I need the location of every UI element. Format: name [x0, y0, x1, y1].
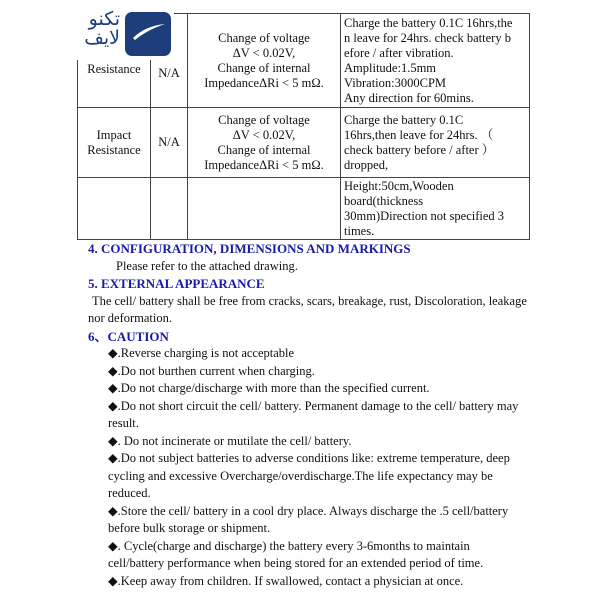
section-6-title: 6、CAUTION — [88, 328, 169, 344]
section-5-title: 5. EXTERNAL APPEARANCE — [88, 276, 265, 291]
method-cell: Charge the battery 0.1C 16hrs,the n leave for 24hrs. check battery b efore / after vibration. Amplitude:1.5mm Vibration:3000CPM Any direction for 60mins. — [341, 14, 530, 108]
criteria-cell: N/A — [151, 108, 188, 178]
caution-item: ◆.Store the cell/ battery in a cool dry place. Always discharge the .5 cell/battery before bulk storage or shipment. — [108, 503, 509, 535]
table-row — [78, 108, 530, 178]
result-cell: Change of voltage ΔV < 0.02V, Change of internal ImpedanceΔRi < 5 mΩ. — [188, 108, 341, 178]
criteria-cell — [151, 178, 188, 240]
item-cell: Resistance — [78, 14, 151, 108]
caution-item: ◆.Keep away from children. If swallowed, contact a physician at once. — [108, 573, 464, 588]
caution-item: ◆.Do not charge/discharge with more than the specified current. — [108, 381, 430, 395]
table-row — [78, 178, 530, 240]
section-4-text: Please refer to the attached drawing. — [116, 258, 298, 273]
caution-item: ◆.Do not subject batteries to adverse conditions like: extreme temperature, deep cycling and excessive Overcharge/overdischarge.The life expectancy may be reduced. — [108, 451, 510, 500]
caution-item: ◆. Do not incinerate or mutilate the cell/ battery. — [108, 433, 352, 448]
criteria-cell: N/A — [151, 14, 188, 108]
section-5-text: The cell/ battery shall be free from cracks, scars, breakage, rust, Discoloration, leakage nor deformation. — [88, 293, 527, 325]
method-cell: Height:50cm,Wooden board(thickness 30mm)Direction not specified 3 times. — [341, 178, 530, 240]
logo-mark-icon — [125, 12, 171, 56]
item-cell: Impact Resistance — [78, 108, 151, 178]
caution-item: ◆. Cycle(charge and discharge) the battery every 3-6months to maintain cell/battery performance when being stored for an extended period of time. — [108, 538, 484, 570]
document-body — [88, 240, 528, 590]
result-cell — [188, 178, 341, 240]
method-cell: Charge the battery 0.1C 16hrs,then leave for 24hrs. （ check battery before / after ） dropped, — [341, 108, 530, 178]
caution-item: ◆.Do not burthen current when charging. — [108, 363, 315, 378]
section-4-title: 4. CONFIGURATION, DIMENSIONS AND MARKINGS — [88, 241, 411, 256]
item-cell — [78, 178, 151, 240]
result-cell: Change of voltage ΔV < 0.02V, Change of internal ImpedanceΔRi < 5 mΩ. — [188, 14, 341, 108]
caution-item: ◆.Do not short circuit the cell/ battery. Permanent damage to the cell/ battery may result. — [108, 398, 519, 430]
caution-item: ◆.Reverse charging is not acceptable — [108, 346, 295, 360]
logo: تكنو لايف — [38, 10, 174, 60]
